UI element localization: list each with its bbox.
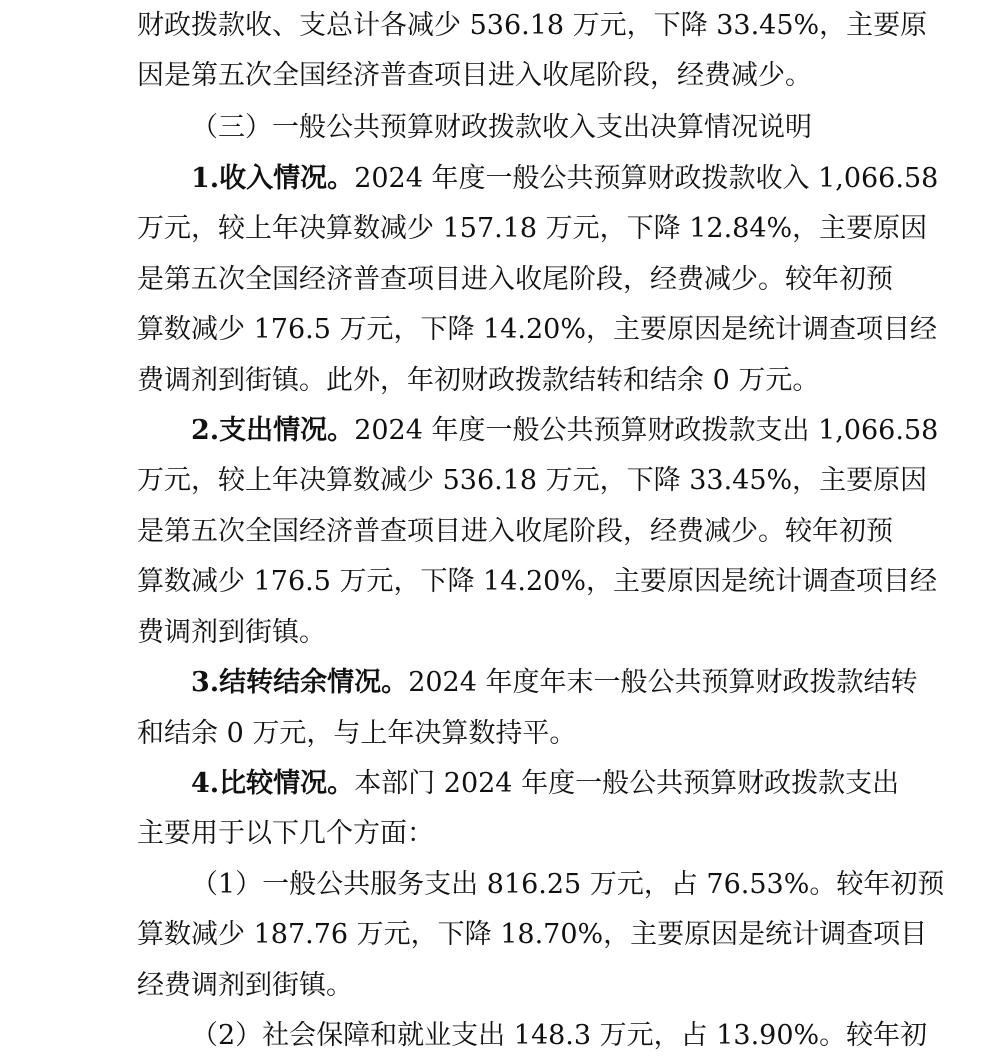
text-line: 4.比较情况。本部门 2024 年度一般公共预算财政拨款支出 [191,768,900,799]
text-line: 经费调剂到街镇。 [137,970,353,1001]
text-line: 2.支出情况。2024 年度一般公共预算财政拨款支出 1,066.58 [191,415,939,446]
text-line: 万元，较上年决算数减少 157.18 万元，下降 12.84%，主要原因 [137,213,928,244]
section-heading: （三）一般公共预算财政拨款收入支出决算情况说明 [191,112,812,143]
text-line: 费调剂到街镇。 [137,617,326,648]
text-line: 费调剂到街镇。此外，年初财政拨款结转和结余 0 万元。 [137,365,820,396]
text-line: 1.收入情况。2024 年度一般公共预算财政拨款收入 1,066.58 [191,163,939,194]
text-line: （2）社会保障和就业支出 148.3 万元，占 13.90%。较年初 [191,1020,928,1051]
text-line: 因是第五次全国经济普查项目进入收尾阶段，经费减少。 [137,60,812,91]
paragraph-heading: 4.比较情况。 [191,768,355,799]
text-line: 算数减少 176.5 万元，下降 14.20%，主要原因是统计调查项目经 [137,314,937,345]
text-line: 3.结转结余情况。2024 年度年末一般公共预算财政拨款结转 [191,667,918,698]
paragraph-heading: 3.结转结余情况。 [191,667,409,698]
text-line: 万元，较上年决算数减少 536.18 万元，下降 33.45%，主要原因 [137,465,928,496]
text-line: （1）一般公共服务支出 816.25 万元，占 76.53%。较年初预 [191,869,945,900]
paragraph-heading: 1.收入情况。 [191,163,355,194]
text-line: 是第五次全国经济普查项目进入收尾阶段，经费减少。较年初预 [137,264,893,295]
text-line: 算数减少 187.76 万元，下降 18.70%，主要原因是统计调查项目 [137,919,928,950]
text-line: 是第五次全国经济普查项目进入收尾阶段，经费减少。较年初预 [137,516,893,547]
text-line: 主要用于以下几个方面： [137,818,434,849]
text-line: 和结余 0 万元，与上年决算数持平。 [137,718,577,749]
paragraph-heading: 2.支出情况。 [191,415,355,446]
text-line: 算数减少 176.5 万元，下降 14.20%，主要原因是统计调查项目经 [137,566,937,597]
text-line: 财政拨款收、支总计各减少 536.18 万元，下降 33.45%，主要原 [137,10,928,41]
